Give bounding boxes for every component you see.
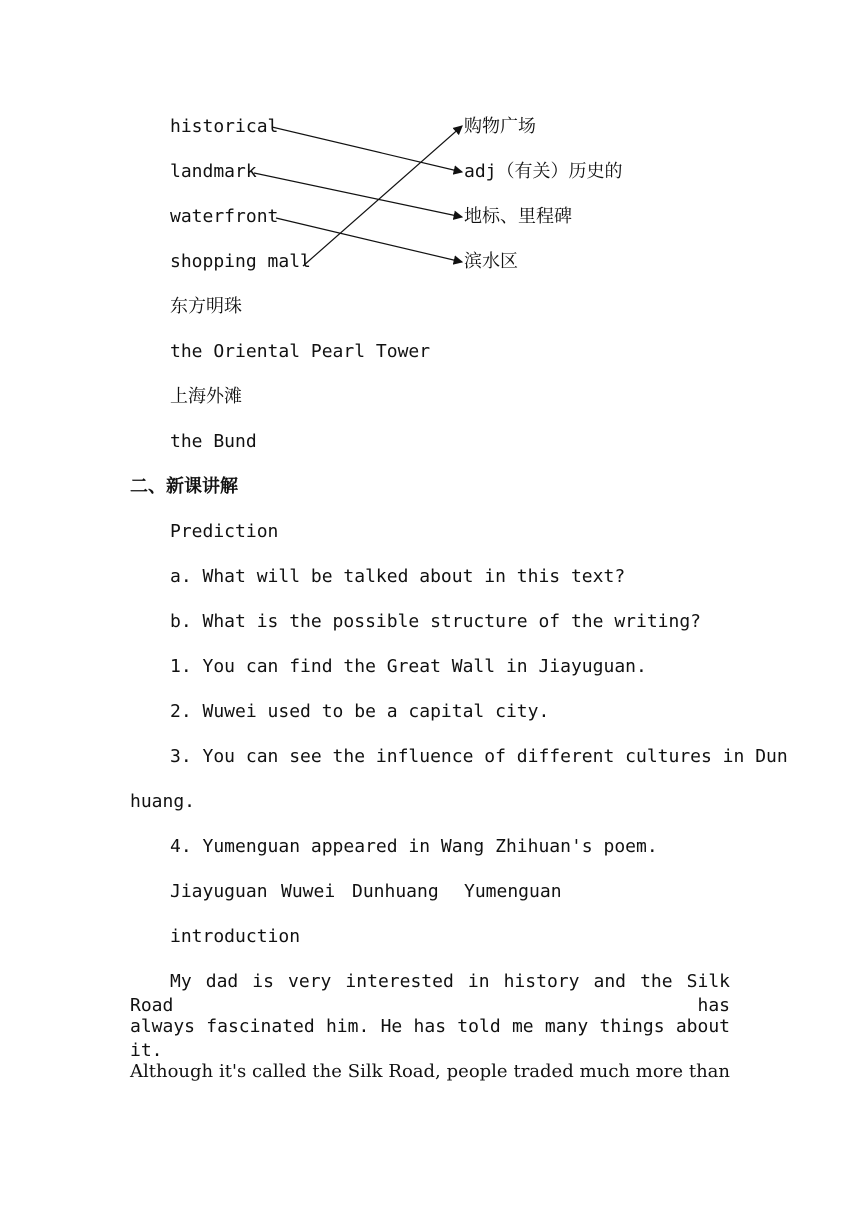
vocab-bund-cn: 上海外滩 [170, 386, 242, 407]
prediction-title: Prediction [170, 521, 279, 542]
match-right-historical: adj（有关）历史的 [464, 161, 623, 182]
passage-line-3: Although it's called the Silk Road, people traded much more than [130, 1061, 730, 1082]
match-left-shopping-mall: shopping mall [170, 251, 311, 272]
arrow-shopping-mall-to-square [303, 126, 462, 266]
vocab-oriental-pearl-cn: 东方明珠 [170, 296, 242, 317]
match-left-historical: historical [170, 116, 279, 137]
prediction-question-a: a. What will be talked about in this text? [170, 566, 626, 587]
introduction-label: introduction [170, 926, 301, 947]
arrow-historical-to-history [272, 127, 462, 172]
arrow-landmark-to-landmark [254, 173, 462, 217]
match-right-waterfront: 滨水区 [464, 251, 518, 272]
place-jiayuguan: Jiayuguan [170, 881, 268, 902]
place-wuwei: Wuwei [281, 881, 336, 902]
vocab-oriental-pearl-en: the Oriental Pearl Tower [170, 341, 431, 362]
statement-3: 3. You can see the influence of different cultures in Dun [170, 746, 788, 767]
place-yumenguan: Yumenguan [464, 881, 562, 902]
match-left-waterfront: waterfront [170, 206, 279, 227]
passage-line-1: My dad is very interested in history and the Silk Road has [130, 971, 730, 1016]
statement-1: 1. You can find the Great Wall in Jiayuguan. [170, 656, 647, 677]
statement-2: 2. Wuwei used to be a capital city. [170, 701, 550, 722]
place-dunhuang: Dunhuang [352, 881, 439, 902]
statement-4: 4. Yumenguan appeared in Wang Zhihuan's poem. [170, 836, 658, 857]
vocab-bund-en: the Bund [170, 431, 257, 452]
statement-3-continued: huang. [130, 791, 196, 812]
match-right-shopping-square: 购物广场 [464, 116, 536, 137]
passage-line-2: always fascinated him. He has told me many things about it. [130, 1016, 730, 1061]
prediction-question-b: b. What is the possible structure of the writing? [170, 611, 702, 632]
match-left-landmark: landmark [170, 161, 257, 182]
arrow-waterfront-to-waterfront [276, 218, 462, 262]
matching-arrows [0, 0, 860, 300]
section-heading: 二、新课讲解 [130, 476, 238, 497]
match-right-landmark: 地标、里程碑 [464, 206, 572, 227]
